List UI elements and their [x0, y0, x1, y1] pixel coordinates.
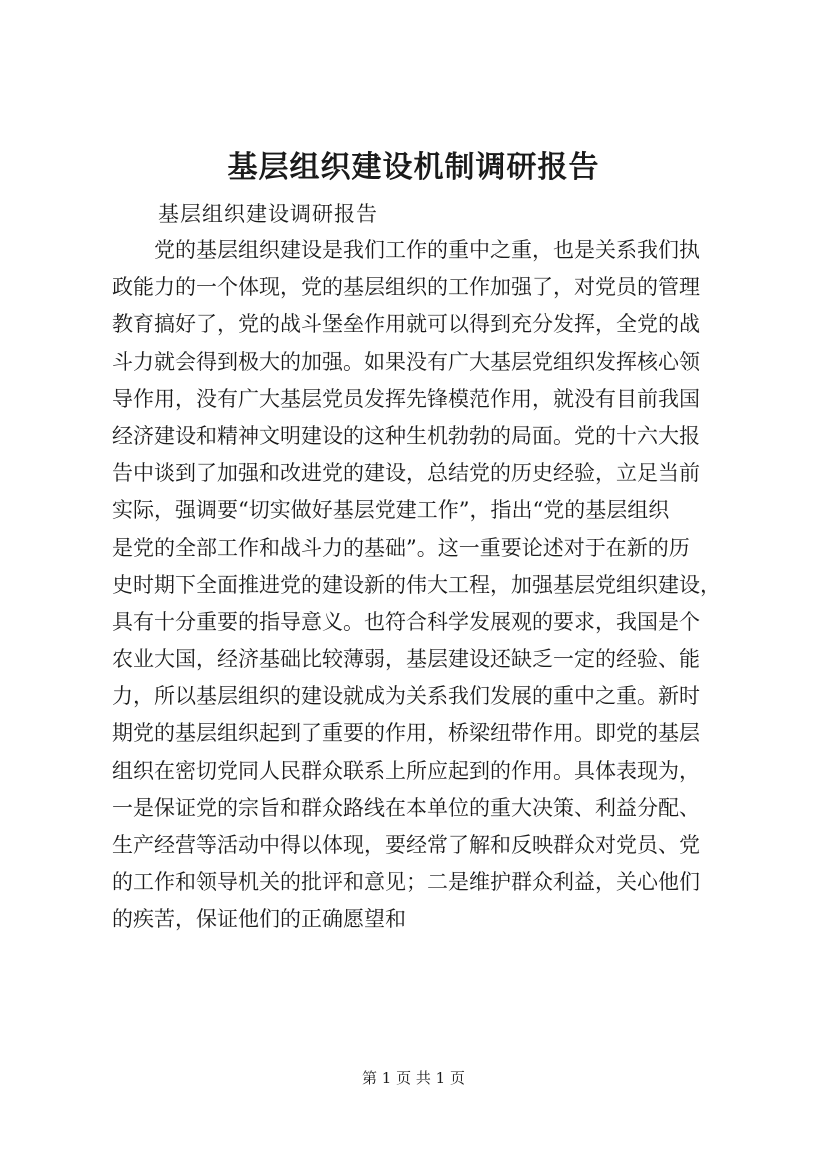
- page-number-footer: 第 1 页 共 1 页: [362, 1069, 465, 1087]
- body-text-line: 组织在密切党同人民群众联系上所应起到的作用。具体表现为，: [112, 758, 700, 783]
- body-text-line: 力，所以基层组织的建设就成为关系我们发展的重中之重。新时: [112, 684, 700, 709]
- body-text-line: 导作用，没有广大基层党员发挥先锋模范作用，就没有目前我国: [112, 386, 700, 411]
- body-text-line: 农业大国，经济基础比较薄弱，基层建设还缺乏一定的经验、能: [112, 647, 700, 672]
- body-text-line: 生产经营等活动中得以体现，要经常了解和反映群众对党员、党: [112, 833, 700, 857]
- body-text-line: 史时期下全面推进党的建设新的伟大工程，加强基层党组织建设，: [112, 572, 721, 597]
- body-text-line: 党的基层组织建设是我们工作的重中之重，也是关系我们执: [112, 238, 700, 262]
- body-text-line: 是党的全部工作和战斗力的基础”。这一重要论述对于在新的历: [112, 535, 690, 560]
- body-text-line: 的工作和领导机关的批评和意见；二是维护群众利益，关心他们: [112, 870, 700, 895]
- body-text-line: 具有十分重要的指导意义。也符合科学发展观的要求，我国是个: [112, 609, 700, 634]
- document-subtitle: 基层组织建设调研报告: [158, 202, 378, 226]
- document-body: [112, 232, 742, 939]
- body-text-line: 经济建设和精神文明建设的这种生机勃勃的局面。党的十六大报: [112, 423, 700, 448]
- body-text-line: 政能力的一个体现，党的基层组织的工作加强了，对党员的管理: [112, 275, 700, 300]
- body-text-line: 教育搞好了，党的战斗堡垒作用就可以得到充分发挥，全党的战: [112, 312, 700, 337]
- document-title: 基层组织建设机制调研报告: [227, 150, 600, 185]
- body-text-line: 一是保证党的宗旨和群众路线在本单位的重大决策、利益分配、: [112, 795, 700, 820]
- body-text-line: 斗力就会得到极大的加强。如果没有广大基层党组织发挥核心领: [112, 349, 700, 374]
- body-text-line: 的疾苦，保证他们的正确愿望和: [112, 907, 406, 932]
- body-text-line: 告中谈到了加强和改进党的建设，总结党的历史经验，立足当前: [112, 461, 700, 486]
- body-text-line: 期党的基层组织起到了重要的作用，桥梁纽带作用。即党的基层: [112, 721, 700, 746]
- body-text-line: 实际，强调要“切实做好基层党建工作”，指出“党的基层组织: [112, 498, 670, 523]
